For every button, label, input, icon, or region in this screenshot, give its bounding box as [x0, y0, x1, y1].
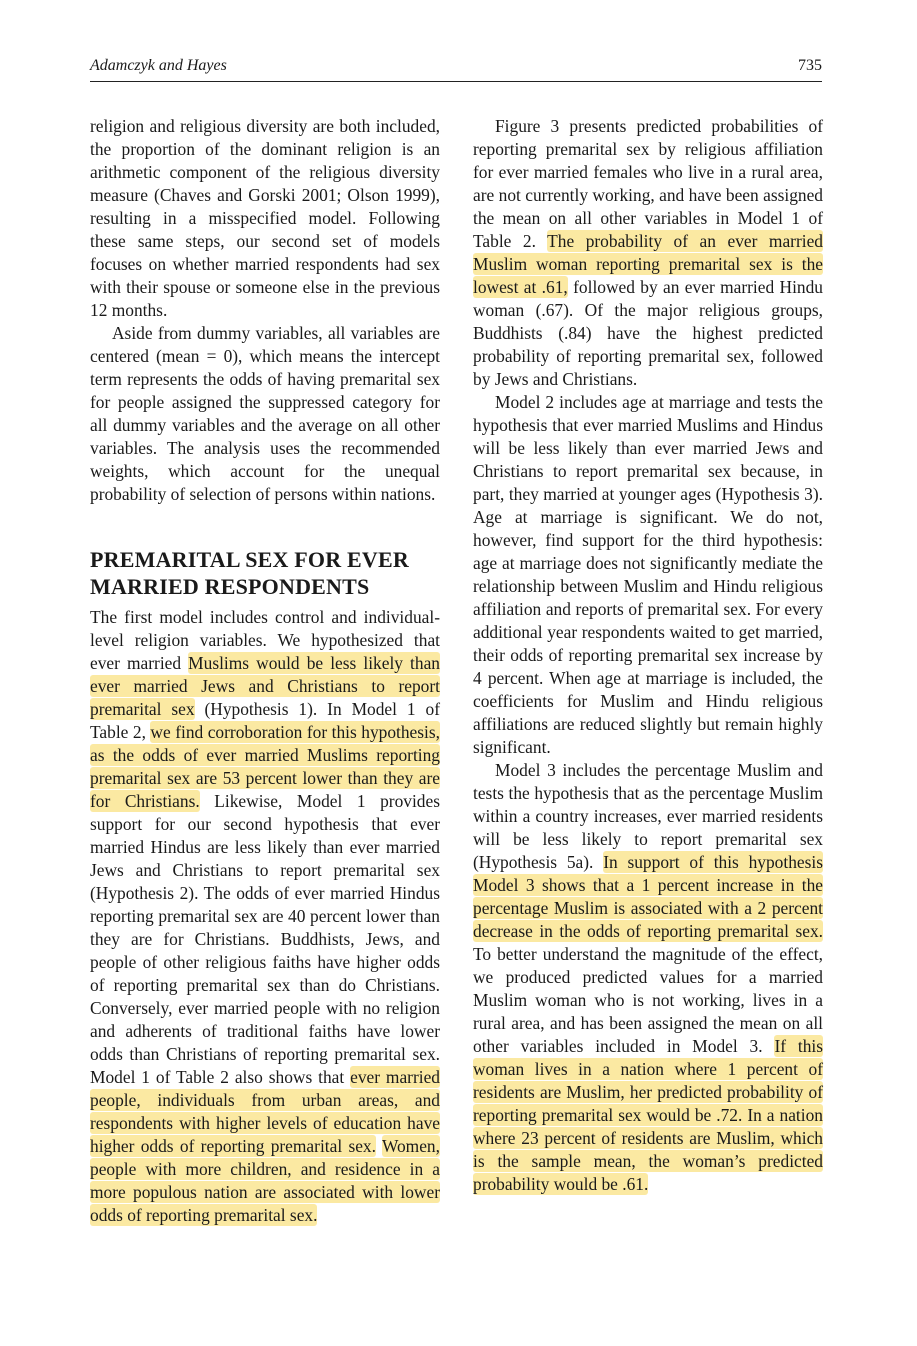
highlighted-text[interactable]: ever married people, individuals from urban areas, and respondents with higher levels of education have higher odds of reporting premarital sex.: [90, 1067, 440, 1156]
text-run: (Hypothesis 1). In Model 1 of Table 2,: [90, 699, 440, 742]
highlighted-text[interactable]: Muslims would be less likely than ever married Jews and Christians to report premarital sex: [90, 653, 440, 719]
highlighted-text[interactable]: we find corroboration for this hypothesis, as the odds of ever married Muslims reporting premarital sex are 53 percent lower than they are for Christians.: [90, 722, 440, 811]
text-run: Model 3 includes the percentage Muslim and tests the hypothesis that as the percentage Muslim within a country increases, ever married residents will be less likely to report premarital sex (Hypothesis 5a).: [473, 760, 823, 872]
text-run: To better understand the magnitude of the effect, we produced predicted values for a married Muslim woman who is not working, lives in a rural area, and has been assigned the mean on all other variables included in Model 3.: [473, 944, 823, 1056]
text-run: followed by an ever married Hindu woman (.67). Of the major religious groups, Buddhists (.84) have the highest predicted probability of reporting premarital sex, followed by Jews and Christians.: [473, 277, 823, 389]
paragraph: [473, 759, 823, 1196]
highlighted-text[interactable]: In support of this hypothesis Model 3 shows that a 1 percent increase in the percentage Muslim is associated with a 2 percent decrease in the odds of reporting premarital sex.: [473, 852, 823, 941]
right-column: [473, 115, 823, 1196]
page-number: 735: [798, 57, 822, 74]
text-run: Figure 3 presents predicted probabilities of reporting premarital sex by religious affiliation for ever married females who live in a rural area, are not currently working, and have been assigned the mean on all other variables in Model 1 of Table 2.: [473, 116, 823, 251]
text-run: Likewise, Model 1 provides support for our second hypothesis that ever married Hindus are less likely than ever married Jews and Christians to report premarital sex (Hypothesis 2). The odds of ever married Hindus reporting premarital sex are 40 percent lower than they are for Christians. Buddhists, Jews, and people of other religious faiths have higher odds of reporting premarital sex than do Christians. Conversely, ever married people with no religion and adherents of traditional faiths have lower odds than Christians of reporting premarital sex. Model 1 of Table 2 also shows that: [90, 791, 440, 1087]
paragraph: [473, 115, 823, 391]
paragraph: Aside from dummy variables, all variables are centered (mean = 0), which means the intercept term represents the odds of having premarital sex for people assigned the suppressed category for all dummy variables and the average on all other variables. The analysis uses the recommended weights, which account for the unequal probability of selection of persons within nations.: [90, 323, 440, 504]
text-run: The first model includes control and individual-level religion variables. We hypothesized that ever married: [90, 607, 440, 673]
highlighted-text[interactable]: Women, people with more children, and residence in a more populous nation are associated with lower odds of reporting premarital sex.: [90, 1136, 440, 1225]
running-head: [90, 55, 822, 82]
left-column: [90, 115, 440, 1227]
paragraph: Model 2 includes age at marriage and tests the hypothesis that ever married Muslims and Hindus will be less likely than ever married Jews and Christians to report premarital sex because, in part, they married at younger ages (Hypothesis 3). Age at marriage is significant. We do not, however, find support for the third hypothesis: age at marriage does not significantly mediate the relationship between Muslim and Hindu religious affiliation and reports of premarital sex. For every additional year respondents waited to get married, their odds of reporting premarital sex increase by 4 percent. When age at marriage is included, the coefficients for Muslim and Hindu religious affiliations are reduced slightly but remain highly significant.: [473, 392, 823, 757]
section-heading: PREMARITAL SEX FOR EVER MARRIED RESPONDENTS: [90, 547, 409, 599]
highlighted-text[interactable]: The probability of an ever married Muslim woman reporting premarital sex is the lowest at .61,: [473, 231, 823, 297]
paragraph: [90, 606, 440, 1227]
paragraph: religion and religious diversity are both included, the proportion of the dominant religion is an arithmetic component of the religious diversity measure (Chaves and Gorski 2001; Olson 1999), resulting in a misspecified model. Following these same steps, our second set of models focuses on whether married respondents had sex with their spouse or someone else in the previous 12 months.: [90, 116, 440, 320]
running-head-author: Adamczyk and Hayes: [90, 57, 227, 74]
highlighted-text[interactable]: If this woman lives in a nation where 1 percent of residents are Muslim, her predicted probability of reporting premarital sex would be .72. In a nation where 23 percent of residents are Muslim, which is the sample mean, the woman’s predicted probability would be .61.: [473, 1036, 823, 1194]
